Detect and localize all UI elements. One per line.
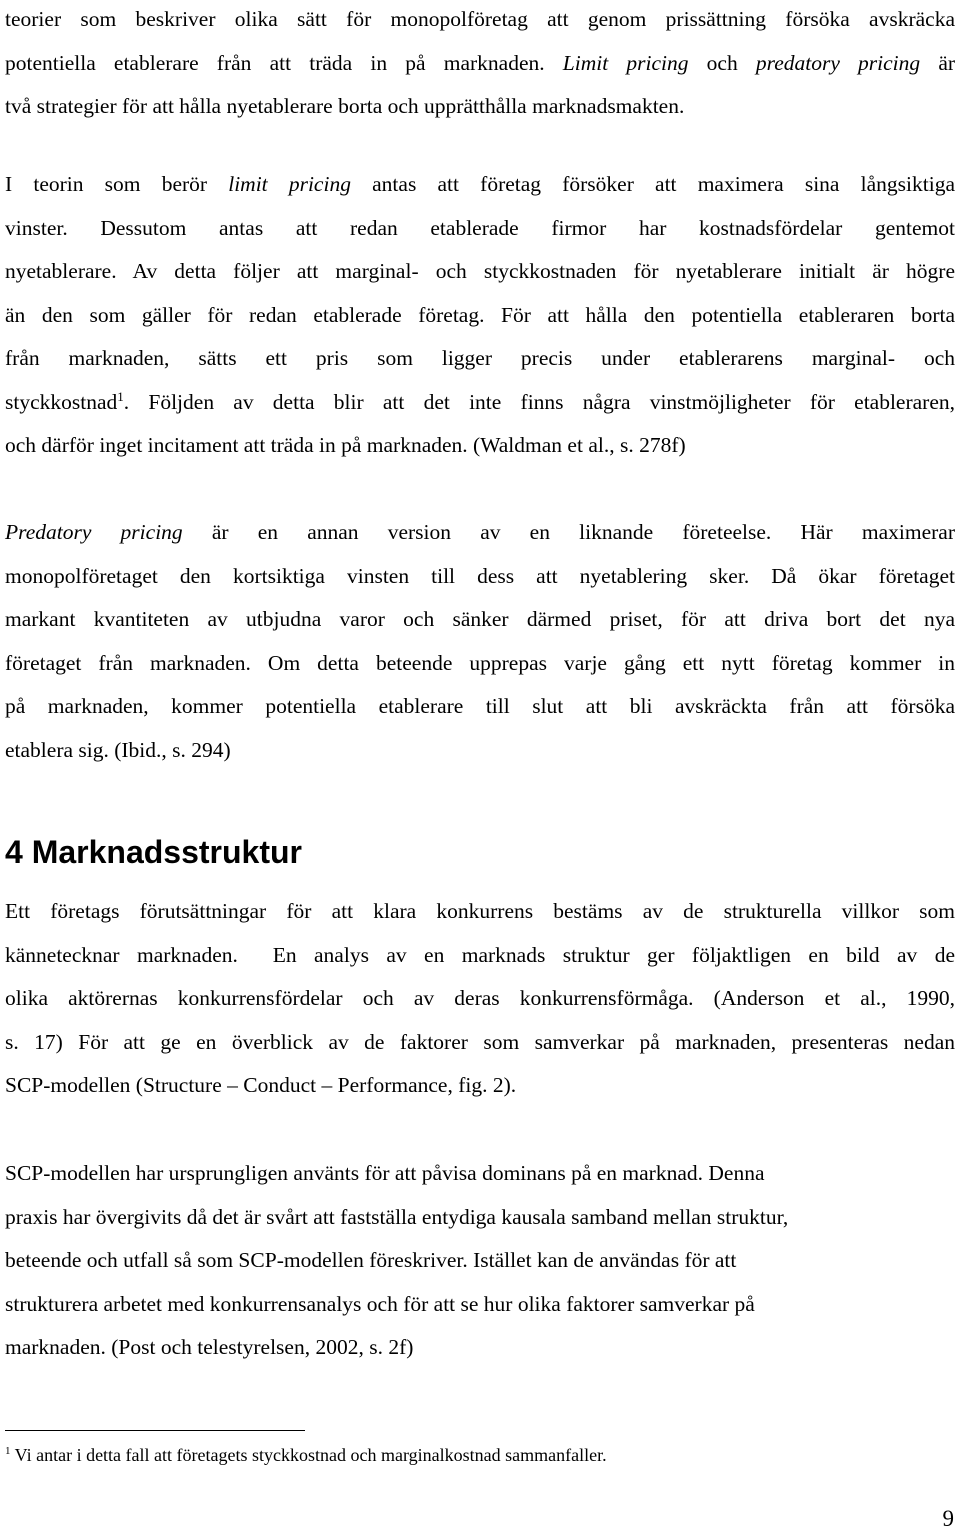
text-run: potentiella etablerare från att träda in på marknaden. (5, 50, 563, 75)
text-line (5, 511, 955, 555)
text-run: styckkostnad (5, 389, 118, 414)
paragraph-predatory-pricing (5, 511, 955, 772)
text-run: är (920, 50, 956, 75)
text-run: antas att företag försöker att maximera sina långsiktiga (350, 172, 956, 196)
text-run: I teorin som berör (5, 172, 229, 196)
text-run: . Följden av detta blir att det inte finns några vinstmöjligheter för etableraren, (123, 389, 955, 414)
text-line: på marknaden, kommer potentiella etablerare till slut att bli avskräckta från att försöka (5, 694, 955, 718)
text-line: beteende och utfall så som SCP-modellen föreskriver. Istället kan de användas för att (5, 1248, 737, 1272)
footnote-divider (5, 1430, 305, 1431)
paragraph-limit-pricing (5, 163, 955, 468)
text-line: etablera sig. (Ibid., s. 294) (5, 737, 231, 762)
text-line: markant kvantiteten av utbjudna varor och sänker därmed priset, för att driva bort det nya (5, 607, 955, 631)
text-line: olika aktörernas konkurrensfördelar och av deras konkurrensförmåga. (Anderson et al., 1990, (5, 986, 955, 1010)
text-line: Ett företags förutsättningar för att klara konkurrens bestäms av de strukturella villkor som (5, 899, 955, 923)
term-predatory-pricing: predatory pricing (755, 50, 921, 75)
text-line: SCP-modellen (Structure – Conduct – Performance, fig. 2). (5, 1073, 517, 1097)
text-line: kännetecknar marknaden. En analys av en marknads struktur ger följaktligen en bild av de (5, 942, 955, 967)
text-line: från marknaden, sätts ett pris som ligger precis under etablerarens marginal- och (5, 346, 955, 370)
paragraph-pricing-intro (5, 0, 955, 129)
footnote-marker: 1 (5, 1445, 11, 1457)
text-line: s. 17) För att ge en överblick av de faktorer som samverkar på marknaden, presenteras nedan (5, 1029, 955, 1054)
text-line: två strategier för att hålla nyetablerare borta och upprätthålla marknadsmakten. (5, 94, 685, 118)
text-line (5, 42, 955, 86)
text-line (5, 381, 955, 425)
text-line: strukturera arbetet med konkurrensanalys och för att se hur olika faktorer samverkar på (5, 1291, 755, 1316)
paragraph-market-structure (5, 890, 955, 1108)
text-line: praxis har övergivits då det är svårt att fastställa entydiga kausala samband mellan struktur, (5, 1204, 789, 1229)
text-line (5, 163, 955, 207)
text-line: SCP-modellen har ursprungligen använts för att påvisa dominans på en marknad. Denna (5, 1161, 765, 1185)
term-limit-pricing: Limit pricing (562, 50, 689, 75)
text-line: än den som gäller för redan etablerade företag. För att hålla den potentiella etableraren borta (5, 302, 955, 327)
footnote-reference[interactable]: 1 (117, 388, 124, 404)
text-line: monopolföretaget den kortsiktiga vinsten till dess att nyetablering sker. Då ökar företaget (5, 563, 955, 588)
term-limit-pricing: limit pricing (228, 172, 351, 196)
paragraph-scp-model (5, 1152, 955, 1370)
text-line: teorier som beskriver olika sätt för monopolföretag att genom prissättning försöka avskräcka (5, 7, 955, 31)
text-line: marknaden. (Post och telestyrelsen, 2002, s. 2f) (5, 1335, 414, 1359)
text-line: nyetablerare. Av detta följer att marginal- och styckkostnaden för nyetablerare initialt är högre (5, 259, 955, 283)
text-line: företaget från marknaden. Om detta beteende upprepas varje gång ett nytt företag kommer in (5, 650, 955, 675)
footnote-text: Vi antar i detta fall att företagets styckkostnad och marginalkostnad sammanfaller. (10, 1445, 607, 1465)
text-run: och (688, 50, 756, 75)
text-line: och därför inget incitament att träda in på marknaden. (Waldman et al., s. 278f) (5, 433, 686, 457)
page-number: 9 (942, 1506, 954, 1531)
term-predatory-pricing: Predatory pricing (5, 520, 183, 544)
section-heading: 4 Marknadsstruktur (5, 834, 302, 870)
text-line: vinster. Dessutom antas att redan etablerade firmor har kostnadsfördelar gentemot (5, 215, 955, 240)
footnote (5, 1441, 607, 1469)
text-run: är en annan version av en liknande företeelse. Här maximerar (182, 520, 955, 544)
